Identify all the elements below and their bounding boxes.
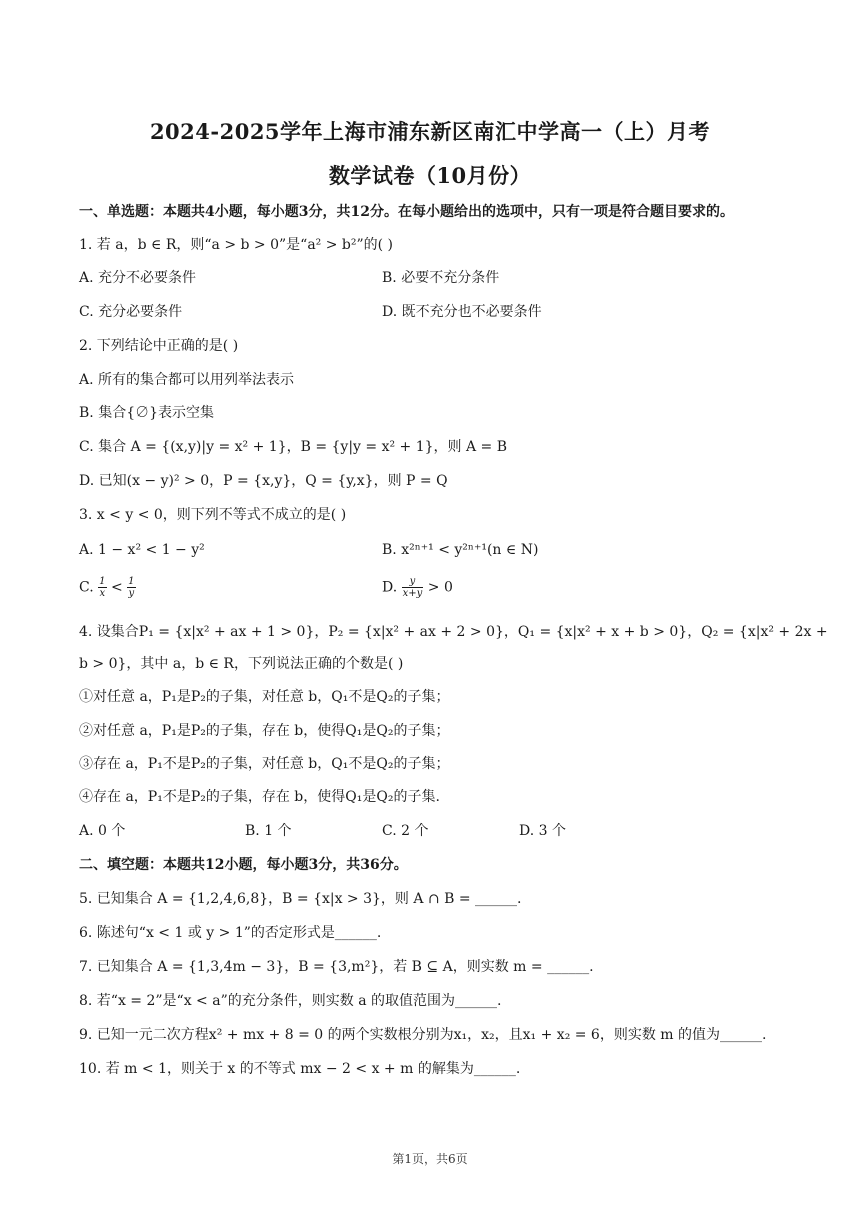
q4-option-d: D. 3 个 — [519, 823, 566, 839]
q1-option-d: D. 既不充分也不必要条件 — [382, 304, 542, 320]
page-title-line2: 数学试卷（10月份） — [328, 163, 532, 188]
page-title-line1: 2024-2025学年上海市浦东新区南汇中学高一（上）月考 — [149, 119, 711, 144]
q3-option-d-fraction — [402, 576, 424, 599]
q7: 7. 已知集合 A = {1,3,4m − 3}，B = {3,m²}，若 B ⊆ A，则实数 m = ______. — [79, 959, 594, 975]
q3-c-frac1-numerator: 1 — [99, 576, 106, 587]
q2-option-a: A. 所有的集合都可以用列举法表示 — [79, 372, 295, 388]
q1-option-a: A. 充分不必要条件 — [79, 270, 197, 286]
q3-option-d — [382, 576, 453, 599]
q3-option-a: A. 1 − x² < 1 − y² — [79, 542, 205, 558]
q2-option-b: B. 集合{∅}表示空集 — [79, 405, 215, 421]
q4-statement-3: ③存在 a，P₁不是P₂的子集，对任意 b，Q₁不是Q₂的子集； — [79, 756, 450, 772]
q3-option-c-fraction-2 — [127, 576, 135, 599]
q3-option-c — [79, 576, 136, 599]
q4-statement-2: ②对任意 a，P₁是P₂的子集，存在 b，使得Q₁是Q₂的子集； — [79, 723, 450, 739]
q3-option-c-prefix: C. — [79, 579, 94, 596]
q3-c-frac2-denominator: y — [128, 588, 135, 599]
q4-stem-line1: 4. 设集合P₁ = {x|x² + ax + 1 > 0}，P₂ = {x|x² + ax + 2 > 0}，Q₁ = {x|x² + x + b > 0}，Q₂ = {x|x² + 2x + — [79, 624, 828, 640]
q3-option-d-tail: > 0 — [427, 579, 453, 596]
q2-option-c: C. 集合 A = {(x,y)|y = x² + 1}，B = {y|y = x² + 1}，则 A = B — [79, 439, 508, 455]
q4-option-a: A. 0 个 — [79, 823, 126, 839]
q1-option-c: C. 充分必要条件 — [79, 304, 183, 320]
q3-c-frac1-denominator: x — [99, 588, 106, 599]
q3-option-c-fraction-1 — [98, 576, 106, 599]
q3-d-frac-numerator: y — [402, 576, 424, 588]
q1-option-b: B. 必要不充分条件 — [382, 270, 500, 286]
q8: 8. 若“x = 2”是“x < a”的充分条件，则实数 a 的取值范围为______. — [79, 993, 502, 1009]
q4-option-b: B. 1 个 — [245, 823, 292, 839]
q1-stem: 1. 若 a，b ∈ R，则“a > b > 0”是“a² > b²”的( ) — [79, 237, 394, 253]
q9: 9. 已知一元二次方程x² + mx + 8 = 0 的两个实数根分别为x₁，x₂，且x₁ + x₂ = 6，则实数 m 的值为______. — [79, 1027, 767, 1043]
q2-stem: 2. 下列结论中正确的是( ) — [79, 338, 239, 354]
q2-option-d: D. 已知(x − y)² > 0，P = {x,y}，Q = {y,x}，则 P = Q — [79, 473, 448, 489]
q3-option-c-operator: < — [110, 579, 123, 596]
q5: 5. 已知集合 A = {1,2,4,6,8}，B = {x|x > 3}，则 A ∩ B = ______. — [79, 891, 522, 907]
section2-heading: 二、填空题：本题共12小题，每小题3分，共36分。 — [79, 857, 408, 873]
q3-c-frac2-numerator: 1 — [128, 576, 135, 587]
q4-statement-4: ④存在 a，P₁不是P₂的子集，存在 b，使得Q₁是Q₂的子集. — [79, 789, 440, 805]
q4-statement-1: ①对任意 a，P₁是P₂的子集，对任意 b，Q₁不是Q₂的子集； — [79, 689, 450, 705]
q6: 6. 陈述句“x < 1 或 y > 1”的否定形式是______. — [79, 925, 382, 941]
q10: 10. 若 m < 1，则关于 x 的不等式 mx − 2 < x + m 的解集为______. — [79, 1061, 521, 1077]
q3-stem: 3. x < y < 0，则下列不等式不成立的是( ) — [79, 507, 347, 523]
section1-heading: 一、单选题：本题共4小题，每小题3分，共12分。在每小题给出的选项中，只有一项是符合题目要求的。 — [79, 204, 734, 220]
q3-option-b: B. x²ⁿ⁺¹ < y²ⁿ⁺¹(n ∈ N) — [382, 542, 539, 558]
q3-option-d-prefix: D. — [382, 579, 398, 596]
q3-d-frac-denominator: x+y — [402, 588, 423, 599]
q4-stem-line2: b > 0}，其中 a，b ∈ R，下列说法正确的个数是( ) — [79, 656, 404, 672]
q4-option-c: C. 2 个 — [382, 823, 429, 839]
page-footer: 第1页，共6页 — [392, 1152, 468, 1166]
